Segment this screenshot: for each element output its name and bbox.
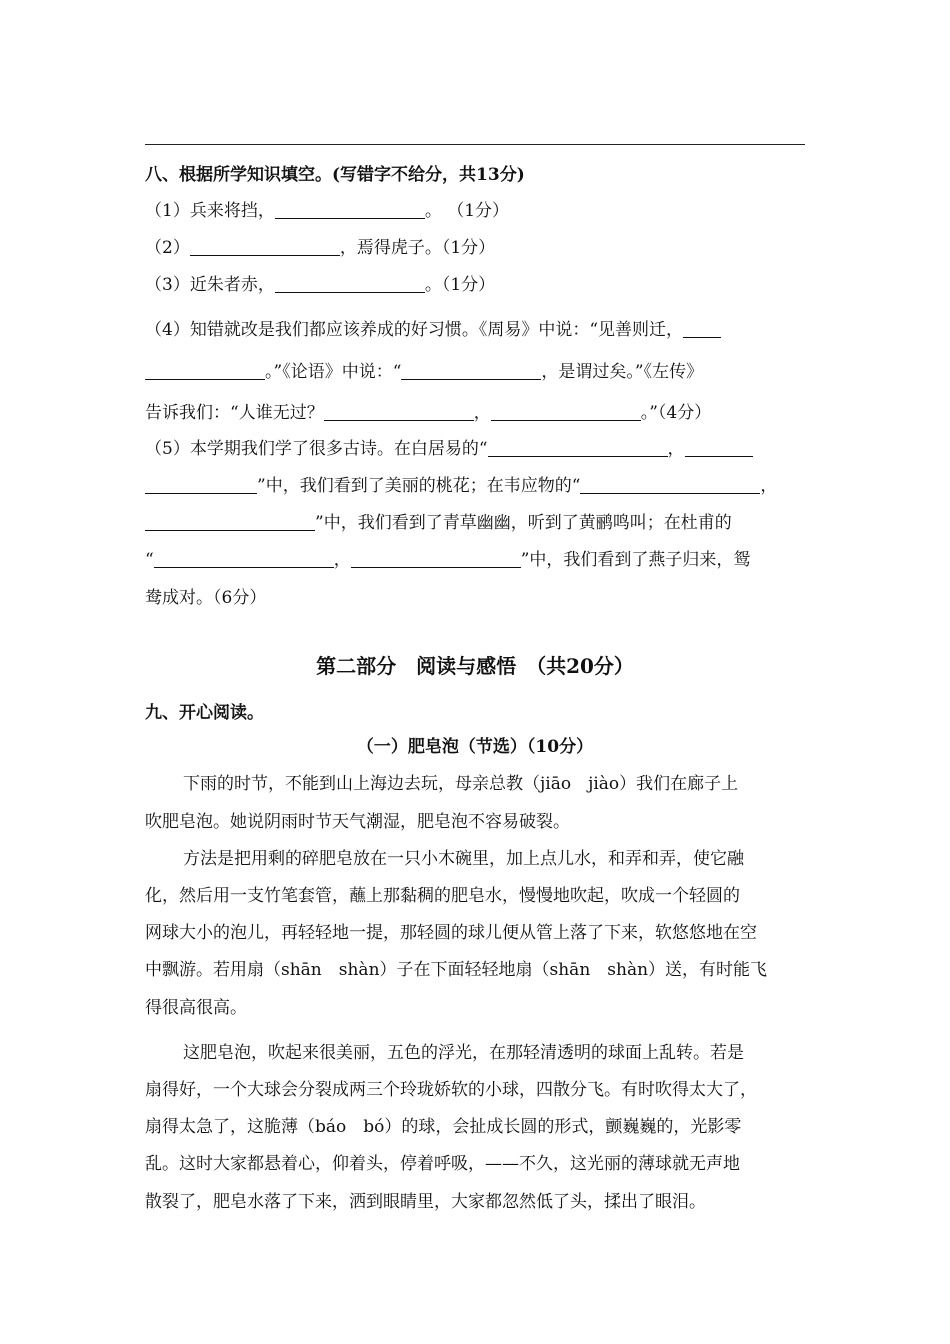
p2-line-3: 网球大小的泡儿，再轻轻地一提，那轻圆的球儿便从管上落了下来，软悠悠地在空 — [145, 923, 757, 943]
q5-blank-4[interactable] — [145, 513, 315, 531]
q4-text-2b: ，是谓过矣。”《左传》 — [541, 362, 704, 382]
q4-blank-4[interactable] — [491, 403, 641, 421]
q1-text: （1）兵来将挡， — [145, 201, 275, 221]
q4-blank-1b[interactable] — [145, 362, 265, 380]
q5-blank-3[interactable] — [580, 476, 760, 494]
p2-line-2: 化，然后用一支竹笔套管，蘸上那黏稠的肥皂水，慢慢地吹起，吹成一个轻圆的 — [145, 886, 740, 906]
q5-text-2a: ”中，我们看到了美丽的桃花；在韦应物的“ — [257, 476, 581, 496]
p1-line-1: 下雨的时节，不能到山上海边去玩，母亲总教（jiāo jiào）我们在廊子上 — [183, 774, 739, 794]
q5-text-1a: （5）本学期我们学了很多古诗。在白居易的“ — [145, 439, 488, 459]
q3-tail: 。（1分） — [424, 275, 496, 295]
header-rule — [145, 144, 805, 145]
q2-text: （2） — [145, 238, 190, 258]
question-2 — [145, 236, 495, 260]
q1-blank[interactable] — [275, 201, 425, 219]
p3-line-5: 散裂了，肥皂水落了下来，洒到眼睛里，大家都忽然低了头，揉出了眼泪。 — [145, 1192, 706, 1212]
q3-blank[interactable] — [275, 275, 425, 293]
q5-text-1b: ， — [667, 439, 685, 459]
q2-tail: ，焉得虎子。（1分） — [339, 238, 496, 258]
p3-line-3: 扇得太急了，这脆薄（báo bó）的球，会扯成长圆的形式，颤巍巍的，光影零 — [145, 1117, 742, 1137]
q5-blank-6[interactable] — [351, 550, 521, 568]
q4-text-3c: 。”（4分） — [640, 403, 712, 423]
section-9-title: 九、开心阅读。 — [145, 703, 264, 723]
q5-text-4c: ”中，我们看到了燕子归来，鸳 — [520, 550, 751, 570]
p2-line-1: 方法是把用剩的碎肥皂放在一只小木碗里，加上点儿水，和弄和弄，使它融 — [183, 849, 744, 869]
question-5-line-3 — [145, 511, 732, 535]
q4-blank-3[interactable] — [324, 403, 474, 421]
section-8-title: 八、根据所学知识填空。(写错字不给分，共13分) — [145, 165, 525, 185]
q5-blank-5[interactable] — [154, 550, 334, 568]
q5-blank-1[interactable] — [488, 439, 668, 457]
question-3 — [145, 273, 495, 297]
question-5-line-4 — [145, 548, 750, 572]
p1-line-2: 吹肥皂泡。她说阴雨时节天气潮湿，肥皂泡不容易破裂。 — [145, 812, 570, 832]
question-5-line-5: 鸯成对。（6分） — [145, 588, 267, 608]
q4-text-3a: 告诉我们：“人谁无过？ — [145, 403, 324, 423]
q4-blank-2[interactable] — [401, 362, 541, 380]
p3-line-2: 扇得好，一个大球会分裂成两三个玲珑娇软的小球，四散分飞。有时吹得太大了， — [145, 1080, 757, 1100]
question-4-line-3 — [145, 401, 711, 425]
q5-text-4b: ， — [333, 550, 351, 570]
question-4-line-2 — [145, 360, 703, 384]
q3-text: （3）近朱者赤， — [145, 275, 275, 295]
question-5-line-2 — [145, 474, 777, 498]
q5-text-4a: “ — [145, 550, 154, 570]
question-5-line-1 — [145, 437, 753, 461]
q5-blank-2b[interactable] — [145, 476, 257, 494]
q5-text-3a: ”中，我们看到了青草幽幽，听到了黄鹂鸣叫；在杜甫的 — [315, 513, 732, 533]
part-2-title: 第二部分 阅读与感悟 （共20分） — [316, 654, 634, 678]
p3-line-1: 这肥皂泡，吹起来很美丽，五色的浮光，在那轻清透明的球面上乱转。若是 — [183, 1043, 744, 1063]
q4-intro: （4）知错就改是我们都应该养成的好习惯。《周易》中说：“见善则迁， — [145, 320, 684, 340]
p2-line-5: 得很高很高。 — [145, 998, 247, 1018]
question-1 — [145, 199, 509, 223]
question-4-line-1 — [145, 318, 721, 342]
q4-blank-1a[interactable] — [683, 320, 721, 338]
q2-blank[interactable] — [190, 238, 340, 256]
q5-text-2b: ， — [760, 476, 778, 496]
q4-text-3b: ， — [473, 403, 491, 423]
q1-tail: 。 （1分） — [424, 201, 510, 221]
p3-line-4: 乱。这时大家都悬着心，仰着头，停着呼吸，——不久，这光丽的薄球就无声地 — [145, 1154, 740, 1174]
passage-title: （一）肥皂泡（节选）（10分） — [356, 737, 594, 757]
q4-text-2a: 。”《论语》中说：“ — [265, 362, 402, 382]
q5-blank-2a[interactable] — [685, 439, 753, 457]
p2-line-4: 中飘游。若用扇（shān shàn）子在下面轻轻地扇（shān shàn）送，有时能飞 — [145, 960, 768, 980]
